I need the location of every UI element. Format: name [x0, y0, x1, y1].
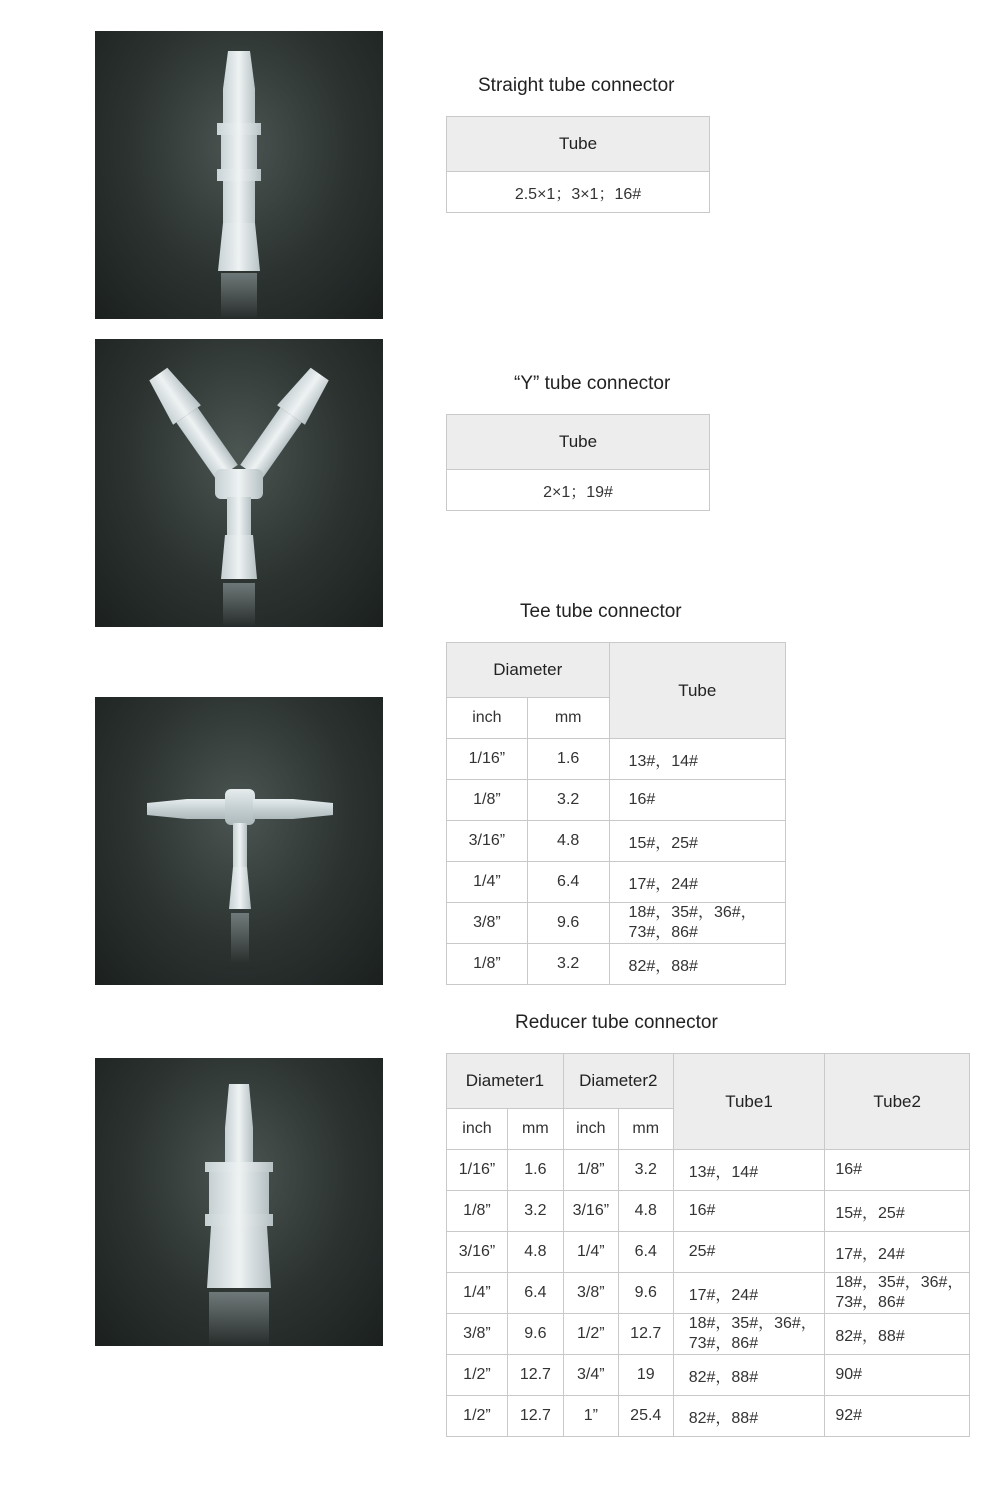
table-header-tube: Tube — [609, 643, 785, 739]
cell-inch2: 1/2” — [563, 1314, 618, 1355]
cell-tube2: 82#，88# — [825, 1314, 970, 1355]
cell-inch2: 3/8” — [563, 1273, 618, 1314]
cell-mm1: 1.6 — [507, 1150, 563, 1191]
straight-connector-title: Straight tube connector — [478, 75, 675, 96]
cell-inch: 1/8” — [447, 944, 528, 985]
reducer-connector-image — [95, 1058, 383, 1346]
y-connector-title: “Y” tube connector — [514, 373, 671, 394]
table-header-diameter: Diameter — [447, 643, 610, 698]
cell-inch2: 1/4” — [563, 1232, 618, 1273]
table-row — [447, 1396, 970, 1437]
reducer-connector-title: Reducer tube connector — [515, 1012, 718, 1033]
table-row — [447, 903, 786, 944]
cell-mm2: 12.7 — [618, 1314, 673, 1355]
table-header-mm: mm — [507, 1109, 563, 1150]
tee-connector-table — [446, 642, 786, 985]
cell-mm2: 3.2 — [618, 1150, 673, 1191]
cell-tube1: 17#，24# — [673, 1273, 825, 1314]
cell-inch: 3/16” — [447, 821, 528, 862]
cell-inch1: 3/16” — [447, 1232, 508, 1273]
cell-mm: 4.8 — [527, 821, 609, 862]
table-row — [447, 1273, 970, 1314]
cell-mm1: 6.4 — [507, 1273, 563, 1314]
table-row — [447, 1355, 970, 1396]
table-header-tube: Tube — [447, 117, 710, 172]
cell-mm1: 3.2 — [507, 1191, 563, 1232]
cell-inch2: 1” — [563, 1396, 618, 1437]
y-connector-image — [95, 339, 383, 627]
cell-tube: 13#，14# — [609, 739, 785, 780]
table-cell-tube: 2×1；19# — [447, 470, 710, 511]
cell-tube1: 82#，88# — [673, 1396, 825, 1437]
cell-mm2: 9.6 — [618, 1273, 673, 1314]
cell-tube: 18#，35#，36#，73#，86# — [609, 903, 785, 944]
cell-tube: 15#，25# — [609, 821, 785, 862]
cell-inch: 1/4” — [447, 862, 528, 903]
table-header-mm: mm — [618, 1109, 673, 1150]
cell-tube2: 16# — [825, 1150, 970, 1191]
table-header-tube: Tube — [447, 415, 710, 470]
cell-mm2: 25.4 — [618, 1396, 673, 1437]
table-row — [447, 739, 786, 780]
cell-mm1: 12.7 — [507, 1355, 563, 1396]
cell-tube1: 82#，88# — [673, 1355, 825, 1396]
cell-inch1: 1/4” — [447, 1273, 508, 1314]
cell-mm2: 4.8 — [618, 1191, 673, 1232]
cell-inch1: 3/8” — [447, 1314, 508, 1355]
cell-mm: 6.4 — [527, 862, 609, 903]
cell-inch2: 1/8” — [563, 1150, 618, 1191]
straight-connector-image — [95, 31, 383, 319]
cell-inch1: 1/16” — [447, 1150, 508, 1191]
table-row — [447, 944, 786, 985]
cell-mm: 1.6 — [527, 739, 609, 780]
cell-tube: 16# — [609, 780, 785, 821]
cell-inch1: 1/2” — [447, 1355, 508, 1396]
cell-inch: 3/8” — [447, 903, 528, 944]
table-row — [447, 1191, 970, 1232]
cell-tube2: 17#，24# — [825, 1232, 970, 1273]
cell-inch2: 3/16” — [563, 1191, 618, 1232]
cell-tube1: 13#，14# — [673, 1150, 825, 1191]
table-header-tube1: Tube1 — [673, 1054, 825, 1150]
cell-inch: 1/8” — [447, 780, 528, 821]
straight-connector-table — [446, 116, 710, 213]
table-cell-tube: 2.5×1；3×1；16# — [447, 172, 710, 213]
tee-connector-title: Tee tube connector — [520, 601, 682, 622]
table-header-inch: inch — [563, 1109, 618, 1150]
table-header-mm: mm — [527, 698, 609, 739]
table-row — [447, 1150, 970, 1191]
straight-connector-photo — [95, 31, 383, 319]
cell-tube2: 15#，25# — [825, 1191, 970, 1232]
cell-tube1: 16# — [673, 1191, 825, 1232]
table-row — [447, 1314, 970, 1355]
cell-mm1: 4.8 — [507, 1232, 563, 1273]
table-row — [447, 780, 786, 821]
cell-mm: 3.2 — [527, 780, 609, 821]
cell-inch2: 3/4” — [563, 1355, 618, 1396]
cell-tube1: 25# — [673, 1232, 825, 1273]
cell-tube: 82#，88# — [609, 944, 785, 985]
cell-mm2: 6.4 — [618, 1232, 673, 1273]
y-connector-table — [446, 414, 710, 511]
reducer-connector-table — [446, 1053, 970, 1437]
cell-inch1: 1/2” — [447, 1396, 508, 1437]
cell-tube2: 18#，35#，36#，73#，86# — [825, 1273, 970, 1314]
cell-mm2: 19 — [618, 1355, 673, 1396]
table-header-diameter2: Diameter2 — [563, 1054, 673, 1109]
y-connector-photo — [95, 339, 383, 627]
table-header-diameter1: Diameter1 — [447, 1054, 564, 1109]
cell-tube: 17#，24# — [609, 862, 785, 903]
table-row — [447, 821, 786, 862]
table-header-inch: inch — [447, 698, 528, 739]
table-header-tube2: Tube2 — [825, 1054, 970, 1150]
cell-tube2: 90# — [825, 1355, 970, 1396]
reducer-connector-photo — [95, 1058, 383, 1346]
cell-mm: 3.2 — [527, 944, 609, 985]
cell-inch: 1/16” — [447, 739, 528, 780]
cell-mm1: 9.6 — [507, 1314, 563, 1355]
cell-mm: 9.6 — [527, 903, 609, 944]
cell-mm1: 12.7 — [507, 1396, 563, 1437]
table-header-inch: inch — [447, 1109, 508, 1150]
tee-connector-image — [95, 697, 383, 985]
cell-tube2: 92# — [825, 1396, 970, 1437]
table-row — [447, 862, 786, 903]
cell-inch1: 1/8” — [447, 1191, 508, 1232]
table-row — [447, 1232, 970, 1273]
cell-tube1: 18#，35#，36#，73#，86# — [673, 1314, 825, 1355]
tee-connector-photo — [95, 697, 383, 985]
